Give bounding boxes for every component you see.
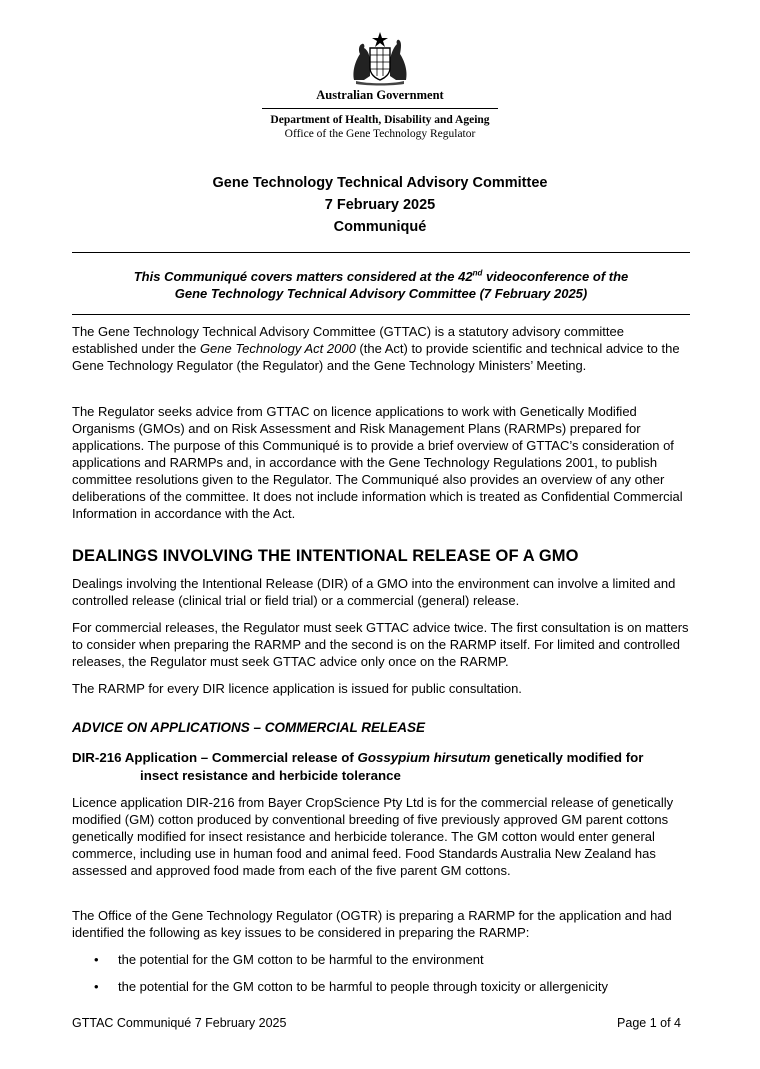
government-name: Australian Government (316, 88, 444, 102)
para1-text-end: (the Act) to provide scientific and technical advice to the Gene Technology Regulator (the Regulator) and the Gene Technology Ministers’ Meeting. (72, 341, 680, 373)
intro-text-part2: videoconference of the (482, 269, 629, 284)
section1-p1: Dealings involving the Intentional Release (DIR) of a GMO into the environment can involve a limited and controlled release (clinical trial or field trial) or a commercial (general) release. (72, 576, 676, 608)
bullet-icon: • (94, 979, 99, 994)
meeting-date: 7 February 2025 (324, 197, 436, 213)
office-name: Office of the Gene Technology Regulator (284, 128, 476, 140)
intro-superscript: nd (472, 268, 483, 278)
section1-p2: For commercial releases, the Regulator must seek GTTAC advice twice. The first consultation is on matters to consider when preparing the RARMP and the second is on the RARMP itself. For limited and controlled releases, the Regulator must seek GTTAC advice only once on the RARMP. (72, 620, 689, 669)
act-name: Gene Technology Act 2000 (199, 341, 356, 356)
paragraph-commercial-consultation (72, 619, 690, 670)
document-title (0, 172, 760, 238)
paragraph-public-consultation (72, 680, 690, 697)
paragraph-regulator-advice (72, 403, 690, 522)
coat-of-arms-icon (348, 30, 412, 86)
intro-divider (72, 314, 690, 315)
list-item (72, 951, 690, 968)
title-divider (72, 252, 690, 253)
species-name: Gossypium hirsutum (357, 750, 491, 765)
application-heading-line2: insect resistance and herbicide tolerance (140, 768, 401, 783)
section2-p1: Licence application DIR-216 from Bayer CropScience Pty Ltd is for the commercial release of genetically modified (GM) cotton produced by conventional breeding of five previously approved GM parent cottons genetically modified for insect resistance and herbicide tolerance. The GM cotton would enter general commerce, including use in human food and animal feed. Food Standards Australia New Zealand has assessed and approved food made from each of the five parent GM cottons. (72, 795, 674, 878)
committee-title: Gene Technology Technical Advisory Committee (212, 175, 548, 191)
application-heading-text-end: genetically modified for (490, 750, 644, 765)
government-header (0, 30, 760, 141)
para1-text: The Gene Technology Technical Advisory Committee (GTTAC) is a statutory advisory committee established under the (72, 324, 624, 356)
bullet-icon: • (94, 952, 99, 967)
section2-p2: The Office of the Gene Technology Regulator (OGTR) is preparing a RARMP for the application and had identified the following as key issues to be considered in preparing the RARMP: (72, 908, 672, 940)
intro-text-part1: This Communiqué covers matters considered at the 42 (133, 269, 473, 284)
application-heading-dir-216 (72, 749, 690, 785)
footer-document-name: GTTAC Communiqué 7 February 2025 (72, 1016, 287, 1030)
list-item-text: the potential for the GM cotton to be harmful to people through toxicity or allergenicity (118, 979, 608, 994)
list-item-text: the potential for the GM cotton to be harmful to the environment (118, 952, 484, 967)
section1-p3: The RARMP for every DIR licence application is issued for public consultation. (72, 681, 522, 696)
intro-statement (72, 268, 690, 302)
list-item (72, 978, 690, 995)
paragraph-gttac-overview (72, 323, 690, 374)
department-name: Department of Health, Disability and Ageing (270, 114, 490, 126)
paragraph-dir-definition (72, 575, 690, 609)
para2-text: The Regulator seeks advice from GTTAC on licence applications to work with Genetically Modified Organisms (GMOs) and on Risk Assessment and Risk Management Plans (RARMPs) prepared for applications. The purpose of this Communiqué is to provide a brief overview of GTTAC’s consideration of applications and RARMPs and, in accordance with the Gene Technology Regulations 2001, to publish committee resolutions given to the Regulator. The Communiqué also provides an overview of any other deliberations of the committee. It does not include information which is treated as Confidential Commercial Information in accordance with the Act. (72, 404, 683, 521)
paragraph-dir-216-description (72, 794, 690, 879)
paragraph-ogtr-key-issues (72, 907, 690, 941)
header-divider (262, 108, 498, 109)
section-heading-intentional-release: DEALINGS INVOLVING THE INTENTIONAL RELEASE OF A GMO (72, 547, 579, 565)
subsection-heading-commercial-release: ADVICE ON APPLICATIONS – COMMERCIAL RELEASE (72, 720, 426, 735)
footer-page-number: Page 1 of 4 (617, 1016, 681, 1030)
intro-text-line2: Gene Technology Technical Advisory Committee (7 February 2025) (174, 286, 588, 301)
document-type: Communiqué (333, 219, 427, 235)
key-issues-list (72, 951, 690, 995)
application-heading-text: DIR-216 Application – Commercial release of (72, 750, 358, 765)
